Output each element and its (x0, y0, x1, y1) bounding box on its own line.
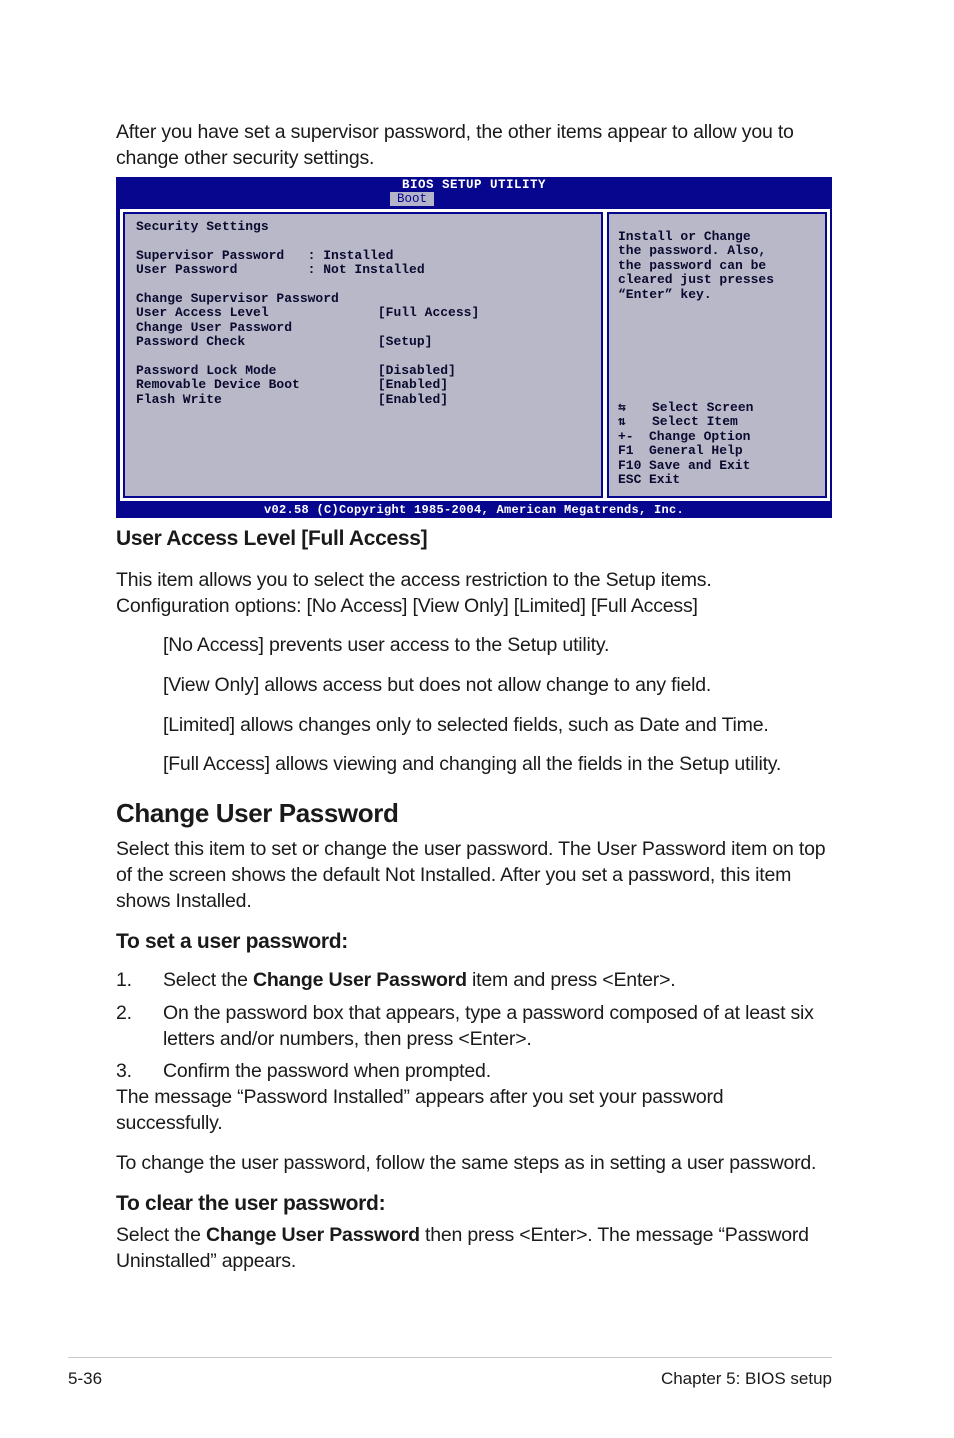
ual-option-no-access: [No Access] prevents user access to the Setup utility. (163, 634, 610, 656)
bios-setting-line: Supervisor Password : Installed (136, 247, 394, 263)
footer-divider (68, 1357, 832, 1358)
bios-setting-line: Change Supervisor Password (136, 291, 339, 306)
bios-key-description: Exit (649, 472, 681, 487)
ual-option-full-access: [Full Access] allows viewing and changing all the fields in the Setup utility. (163, 753, 782, 775)
bios-screenshot (116, 177, 832, 518)
step-1-text (163, 967, 843, 993)
bios-tab-boot: Boot (390, 192, 434, 206)
ual-desc-2: Configuration options: [No Access] [View Only] [Limited] [Full Access] (116, 595, 698, 617)
bios-help-line: “Enter” key. (618, 286, 712, 302)
step-3-number: 3. (116, 1060, 132, 1082)
bios-help-panel (604, 209, 830, 501)
bios-title: BIOS SETUP UTILITY (401, 178, 547, 192)
bios-help-line: Install or Change (618, 229, 751, 244)
bios-key-name: ESC (618, 472, 642, 487)
bios-setting-line: Password Lock Mode [Disabled] (136, 363, 456, 378)
bios-key-name: +- (618, 428, 634, 444)
step-1-pre: Select the (163, 969, 253, 991)
password-installed-message: The message “Password Installed” appears after you set your password successfully. (116, 1086, 724, 1134)
step-2-text: On the password box that appears, type a password composed of at least six letters and/or numbers, then press <Enter>. (163, 1002, 814, 1050)
bios-setting-line: Removable Device Boot [Enabled] (136, 377, 449, 393)
bios-setting-line: Password Check [Setup] (136, 334, 433, 350)
bios-key-description: General Help (649, 443, 743, 459)
step-1-bold: Change User Password (252, 969, 467, 991)
bios-help-line: the password can be (618, 257, 767, 273)
bios-copyright: v02.58 (C)Copyright 1985-2004, American Megatrends, Inc. (263, 503, 685, 517)
bios-key-name: F1 (618, 443, 634, 459)
clear-post: then press <Enter>. The message “Password Uninstalled” appears. (116, 1224, 809, 1272)
bios-key-description: Select Item (652, 414, 738, 430)
left-right-arrows-icon: ⇆ (618, 400, 626, 415)
bios-key-name: F10 (618, 457, 642, 473)
cup-desc: Select this item to set or change the user password. The User Password item on top of the screen shows the default Not Installed. After you set a password, this item shows Installed. (116, 838, 826, 912)
intro-text: After you have set a supervisor password, the other items appear to allow you to change other security settings. (116, 121, 794, 169)
change-password-note: To change the user password, follow the same steps as in setting a user password. (116, 1152, 817, 1174)
step-1-number: 1. (116, 969, 132, 991)
subheading-clear-password: To clear the user password: (116, 1192, 386, 1215)
step-2-number: 2. (116, 1002, 132, 1024)
bios-setting-line: User Access Level [Full Access] (136, 305, 480, 321)
clear-password-text (116, 1222, 832, 1274)
bios-help-line: cleared just presses (618, 272, 775, 288)
ual-option-limited: [Limited] allows changes only to selected fields, such as Date and Time. (163, 714, 769, 736)
section-heading-change-user-password: Change User Password (116, 798, 399, 828)
step-3-text: Confirm the password when prompted. (163, 1060, 491, 1082)
section-heading-user-access-level: User Access Level [Full Access] (116, 527, 428, 550)
up-down-arrows-icon: ⇅ (618, 414, 626, 430)
subheading-set-password: To set a user password: (116, 930, 348, 953)
ual-desc-1: This item allows you to select the access restriction to the Setup items. (116, 569, 712, 591)
ual-option-view-only: [View Only] allows access but does not allow change to any field. (163, 674, 712, 696)
bios-key-description: Save and Exit (649, 457, 751, 473)
chapter-title: Chapter 5: BIOS setup (660, 1369, 832, 1388)
bios-setting-line: Security Settings (136, 219, 269, 234)
bios-help-line: the password. Also, (618, 243, 767, 259)
clear-bold: Change User Password (205, 1224, 420, 1246)
clear-pre: Select the (116, 1224, 206, 1246)
bios-setting-line: User Password : Not Installed (136, 262, 425, 278)
bios-setting-line: Flash Write [Enabled] (136, 391, 449, 407)
bios-settings-panel (120, 209, 606, 501)
page-number: 5-36 (68, 1369, 103, 1388)
bios-setting-line: Change User Password (136, 319, 293, 335)
step-1-post: item and press <Enter>. (466, 969, 676, 991)
bios-key-description: Select Screen (652, 400, 754, 415)
bios-key-description: Change Option (649, 428, 751, 444)
